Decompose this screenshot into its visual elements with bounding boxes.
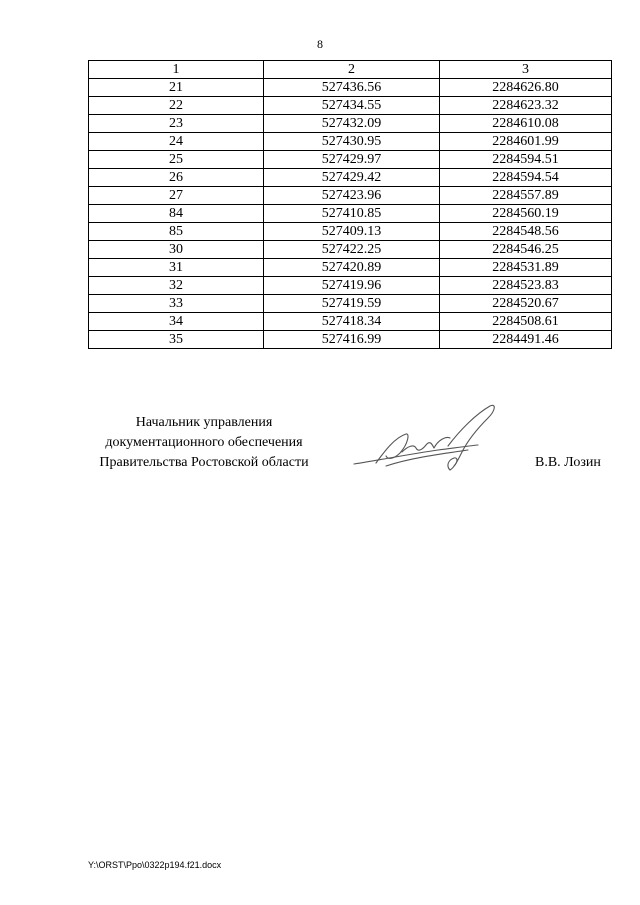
table-cell: 22 (89, 97, 264, 115)
table-row (89, 187, 612, 205)
column-header: 2 (264, 61, 440, 79)
table-cell: 30 (89, 241, 264, 259)
table-cell: 2284531.89 (440, 259, 612, 277)
table-row (89, 331, 612, 349)
table-cell: 527410.85 (264, 205, 440, 223)
table-cell: 25 (89, 151, 264, 169)
table-cell: 527418.34 (264, 313, 440, 331)
table-cell: 2284626.80 (440, 79, 612, 97)
table-row (89, 115, 612, 133)
table-cell: 2284594.51 (440, 151, 612, 169)
table-row (89, 97, 612, 115)
table-header-row (89, 61, 612, 79)
table-row (89, 205, 612, 223)
page-number: 8 (317, 37, 323, 51)
table-row (89, 295, 612, 313)
column-header: 1 (89, 61, 264, 79)
table-cell: 33 (89, 295, 264, 313)
table-cell: 2284491.46 (440, 331, 612, 349)
table-body (89, 79, 612, 349)
table-cell: 85 (89, 223, 264, 241)
table-cell: 527432.09 (264, 115, 440, 133)
table-cell: 527436.56 (264, 79, 440, 97)
table-cell: 2284601.99 (440, 133, 612, 151)
table-cell: 2284520.67 (440, 295, 612, 313)
table-row (89, 277, 612, 295)
table-cell: 31 (89, 259, 264, 277)
table-row (89, 223, 612, 241)
table-row (89, 259, 612, 277)
position-line: Правительства Ростовской области (99, 455, 309, 470)
table-cell: 527429.97 (264, 151, 440, 169)
table-cell: 2284560.19 (440, 205, 612, 223)
table-cell: 527429.42 (264, 169, 440, 187)
table-cell: 24 (89, 133, 264, 151)
table-row (89, 133, 612, 151)
table-cell: 23 (89, 115, 264, 133)
table-cell: 527420.89 (264, 259, 440, 277)
table-cell: 527423.96 (264, 187, 440, 205)
table-row (89, 169, 612, 187)
table-cell: 527430.95 (264, 133, 440, 151)
table-cell: 34 (89, 313, 264, 331)
table-cell: 27 (89, 187, 264, 205)
footer-file-path: Y:\ORST\Ppo\0322p194.f21.docx (88, 860, 222, 870)
table-cell: 2284623.32 (440, 97, 612, 115)
table-cell: 527416.99 (264, 331, 440, 349)
table-cell: 527419.59 (264, 295, 440, 313)
column-header: 3 (440, 61, 612, 79)
table-cell: 2284557.89 (440, 187, 612, 205)
table-cell: 26 (89, 169, 264, 187)
table-cell: 527419.96 (264, 277, 440, 295)
table-cell: 2284594.54 (440, 169, 612, 187)
position-line: документационного обеспечения (105, 435, 303, 450)
table-cell: 2284548.56 (440, 223, 612, 241)
table-row (89, 151, 612, 169)
table-cell: 35 (89, 331, 264, 349)
table-row (89, 79, 612, 97)
signer-name: В.В. Лозин (535, 455, 601, 470)
table-cell: 2284508.61 (440, 313, 612, 331)
coordinates-table (88, 60, 612, 349)
table-cell: 527434.55 (264, 97, 440, 115)
position-line: Начальник управления (135, 415, 273, 430)
table-row (89, 313, 612, 331)
table-cell: 2284610.08 (440, 115, 612, 133)
table-cell: 84 (89, 205, 264, 223)
table-cell: 32 (89, 277, 264, 295)
signer-position (88, 413, 320, 473)
table-cell: 2284523.83 (440, 277, 612, 295)
table-cell: 527409.13 (264, 223, 440, 241)
table-row (89, 241, 612, 259)
table-cell: 21 (89, 79, 264, 97)
table-cell: 2284546.25 (440, 241, 612, 259)
handwritten-signature (350, 400, 510, 480)
table-cell: 527422.25 (264, 241, 440, 259)
